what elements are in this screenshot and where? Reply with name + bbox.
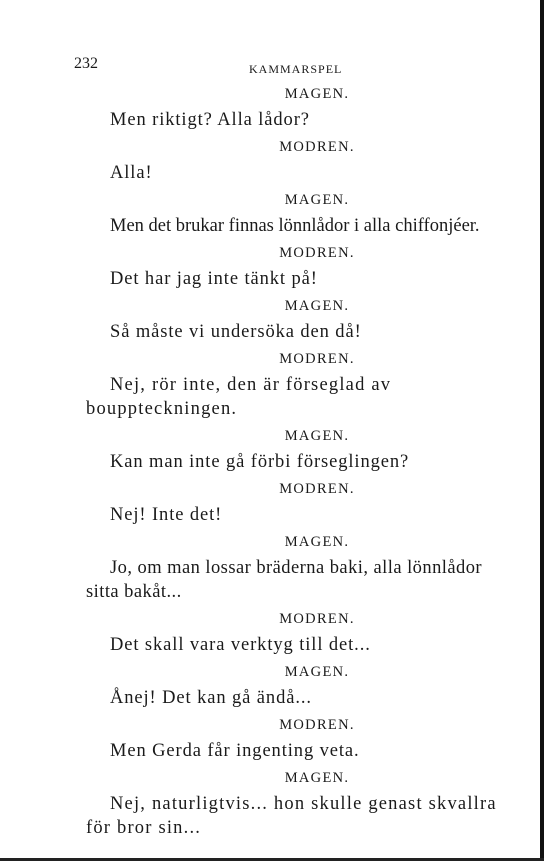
speech-line: Nej, naturligtvis... hon skulle genast skvallra för bror sin... (86, 794, 497, 838)
speaker-label: MODREN. (279, 481, 355, 497)
page-edge-right (540, 0, 544, 861)
speaker-label: MODREN. (279, 717, 355, 733)
speaker-label: MAGEN. (284, 770, 350, 786)
speech-line: Det har jag inte tänkt på! (110, 269, 318, 289)
speech-line: Så måste vi undersöka den då! (110, 322, 362, 342)
speech-line: Kan man inte gå förbi förseglingen? (110, 452, 410, 472)
speech-line: Men det brukar finnas lönnlådor i alla chiffonjéer. (110, 216, 480, 236)
speech-line: Alla! (110, 163, 153, 183)
speaker-label: MODREN. (279, 351, 355, 367)
speech-line: Nej, rör inte, den är förseglad av bouppteckningen. (86, 375, 392, 419)
speaker-label: MODREN. (279, 139, 355, 155)
speech-line: Det skall vara verktyg till det... (110, 635, 371, 655)
speaker-label: MAGEN. (284, 192, 350, 208)
speaker-label: MAGEN. (284, 86, 350, 102)
speech-line: Men Gerda får ingenting veta. (110, 741, 360, 761)
speech-line: Nej! Inte det! (110, 505, 223, 525)
speaker-label: MAGEN. (284, 428, 350, 444)
speaker-label: MODREN. (279, 245, 355, 261)
speaker-label: MODREN. (279, 611, 355, 627)
speaker-label: MAGEN. (284, 298, 350, 314)
dialogue-text (86, 84, 506, 845)
speech-line: Jo, om man lossar bräderna baki, alla lönnlådor sitta bakåt... (86, 558, 483, 602)
page-number: 232 (74, 55, 98, 72)
speaker-label: MAGEN. (284, 664, 350, 680)
speaker-label: MAGEN. (284, 534, 350, 550)
running-head: KAMMARSPEL (249, 62, 343, 76)
speech-line: Ånej! Det kan gå ändå... (110, 688, 312, 708)
speech-line: Men riktigt? Alla lådor? (110, 110, 310, 130)
